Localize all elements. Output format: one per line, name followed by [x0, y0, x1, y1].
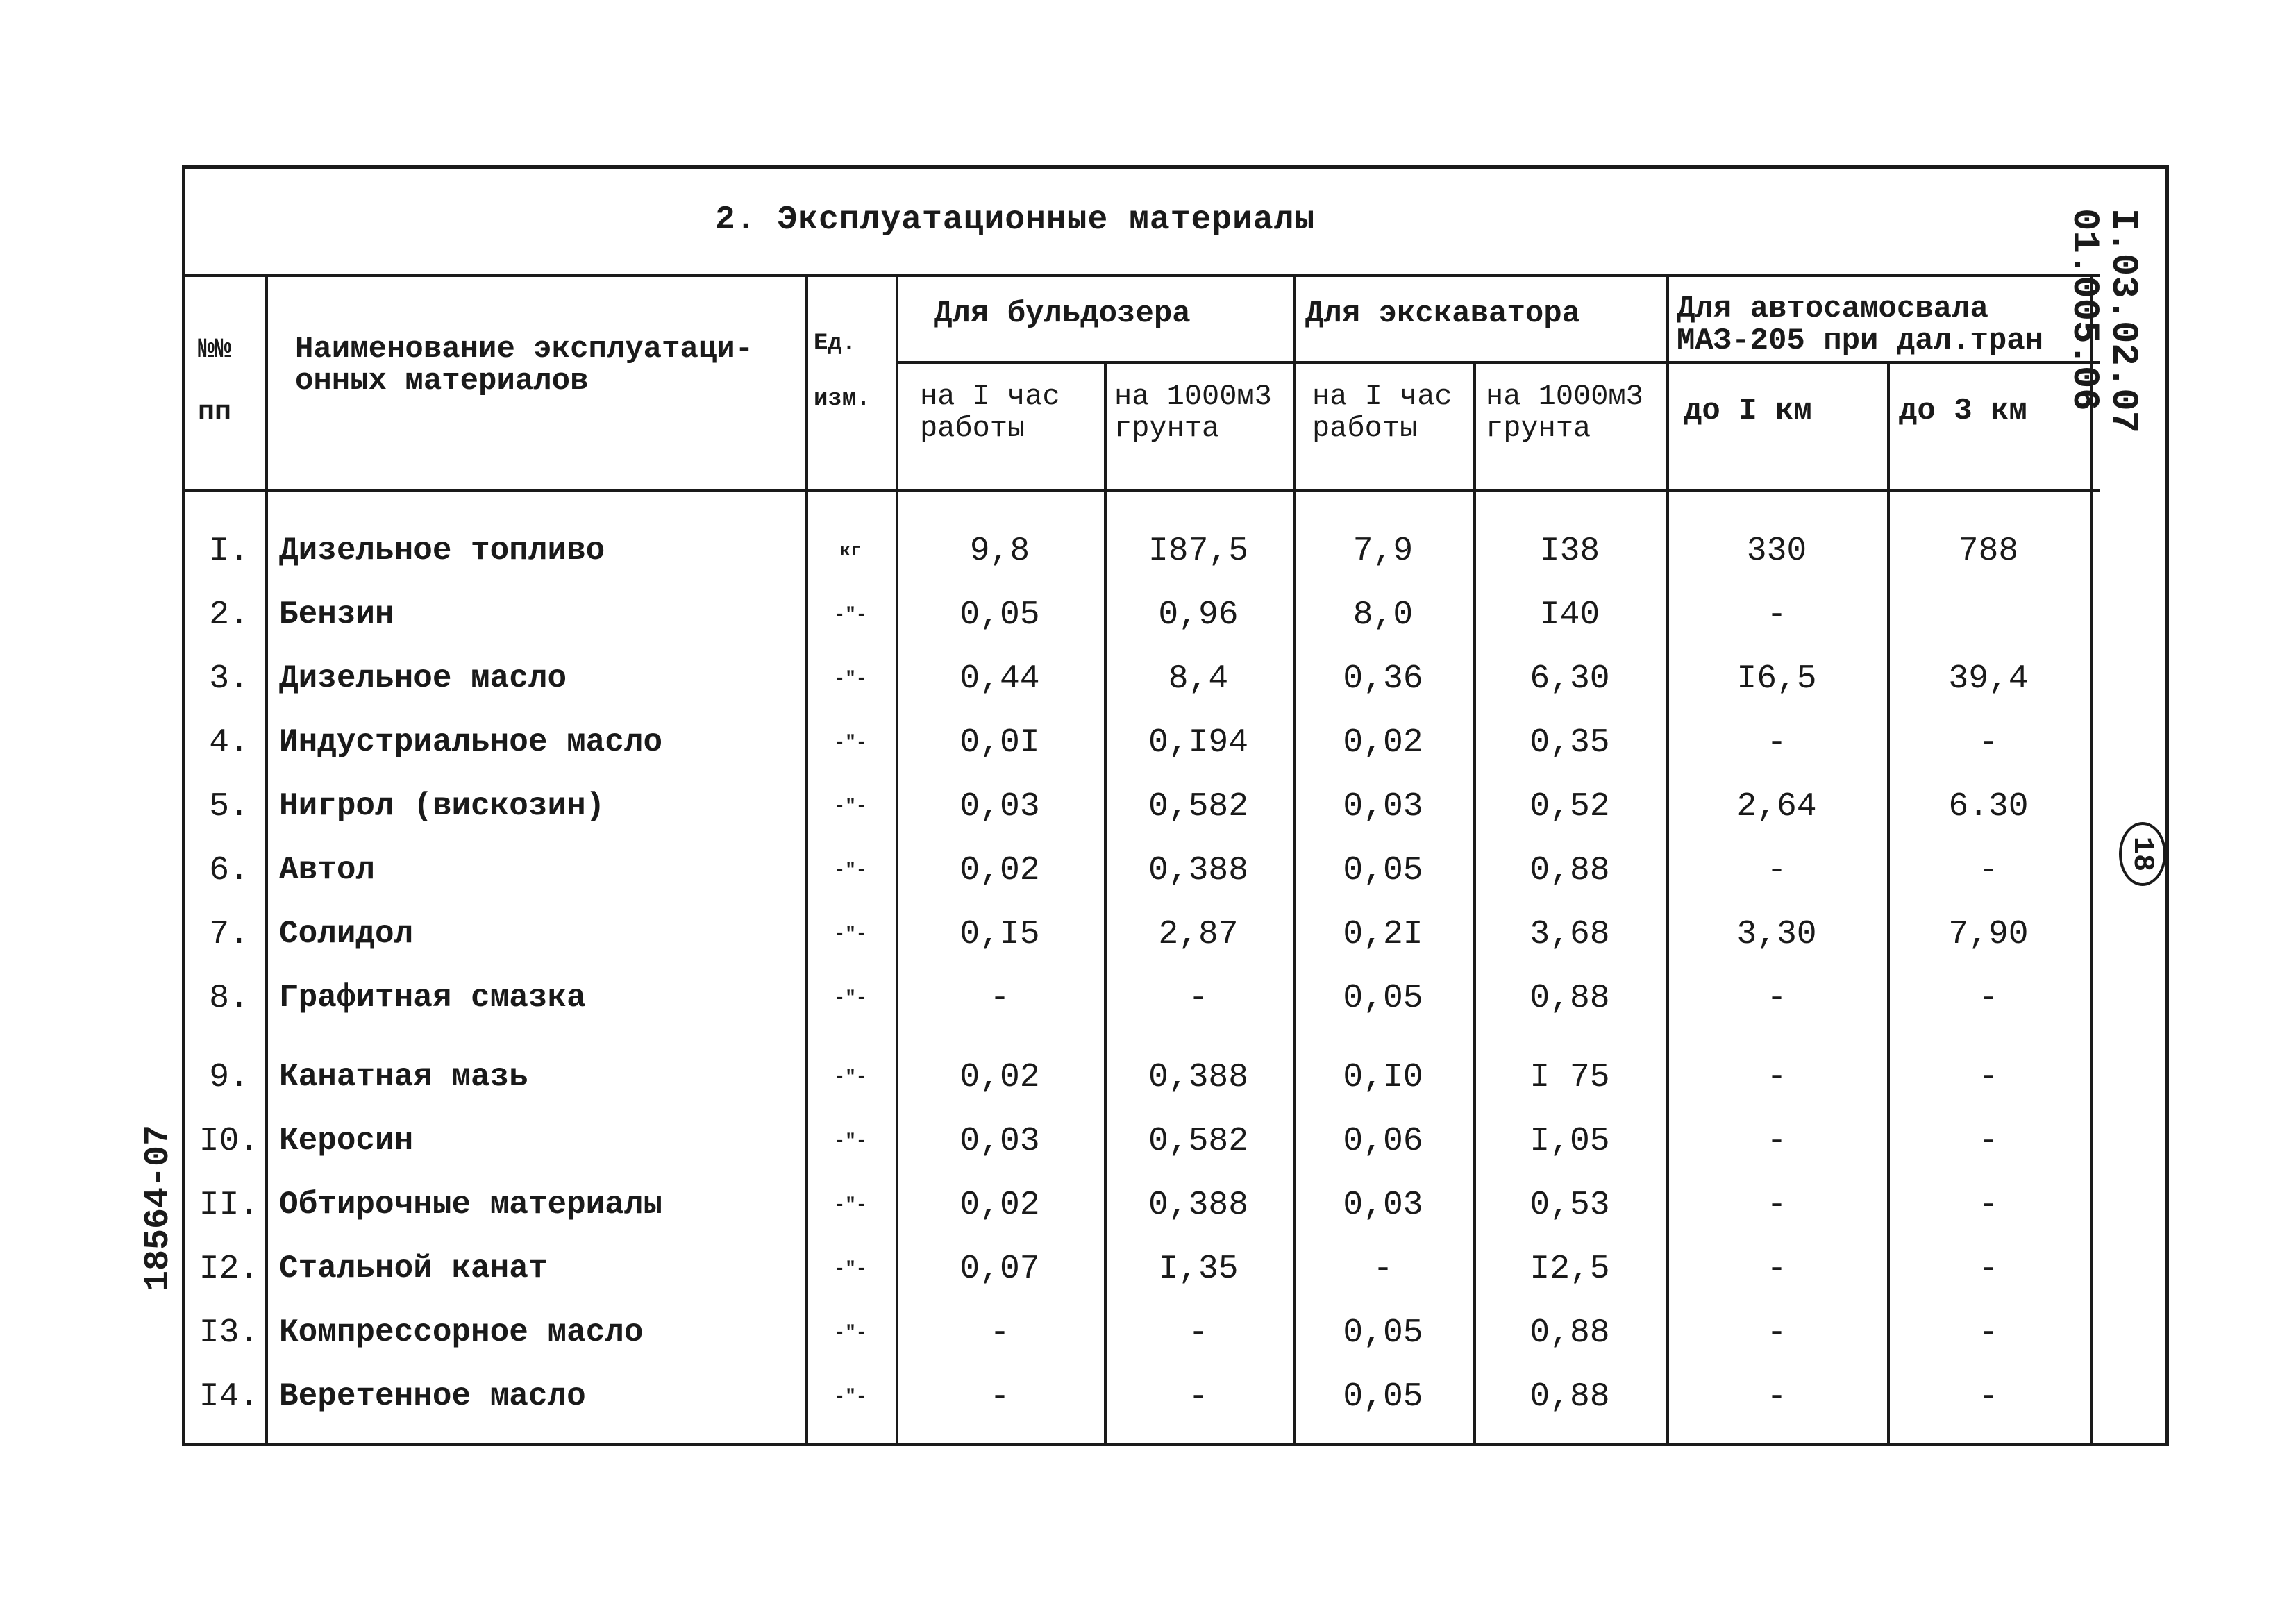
row-unit: -"-	[834, 604, 867, 625]
row-excavator-per-hour: 0,03	[1343, 1187, 1423, 1224]
row-truck-3km: 7,90	[1948, 916, 2029, 953]
row-unit: -"-	[834, 796, 867, 817]
row-truck-1km: -	[1766, 1187, 1787, 1224]
row-unit: -"-	[834, 1130, 867, 1151]
row-excavator-per-hour: 0,05	[1343, 1314, 1423, 1352]
row-excavator-per-1000: I40	[1539, 596, 1600, 634]
row-truck-1km: -	[1766, 724, 1787, 762]
row-bulldozer-per-hour: 0,I5	[960, 916, 1040, 953]
row-truck-3km: -	[1978, 724, 1999, 762]
col-divider	[1473, 361, 1476, 1445]
col-divider	[2090, 274, 2093, 1445]
row-bulldozer-per-hour: 0,02	[960, 1187, 1040, 1224]
row-num: 5.	[209, 788, 249, 826]
row-excavator-per-1000: I 75	[1530, 1059, 1610, 1096]
row-truck-1km: -	[1766, 1123, 1787, 1160]
row-truck-1km: -	[1766, 596, 1787, 634]
row-truck-3km: -	[1978, 1314, 1999, 1352]
row-excavator-per-hour: 0,I0	[1343, 1059, 1423, 1096]
row-excavator-per-1000: 0,88	[1530, 852, 1610, 889]
row-num: 6.	[209, 852, 249, 889]
row-bulldozer-per-1000: I,35	[1158, 1250, 1239, 1288]
row-bulldozer-per-1000: -	[1188, 1378, 1209, 1416]
header-excavator: Для экскаватора	[1305, 296, 1581, 331]
row-truck-1km: -	[1766, 1378, 1787, 1416]
row-bulldozer-per-hour: 0,03	[960, 1123, 1040, 1160]
header-bottom-line	[183, 489, 2100, 492]
header-bulldozer-per-1000: на 1000м3 грунта	[1114, 380, 1272, 445]
row-material: Нигрол (вискозин)	[279, 788, 605, 824]
row-bulldozer-per-1000: 2,87	[1158, 916, 1239, 953]
row-bulldozer-per-hour: 0,05	[960, 596, 1040, 634]
row-truck-1km: -	[1766, 1314, 1787, 1352]
row-excavator-per-1000: 6,30	[1530, 660, 1610, 698]
row-bulldozer-per-hour: 9,8	[969, 533, 1030, 570]
row-num: 7.	[209, 916, 249, 953]
row-material: Канатная мазь	[279, 1059, 528, 1095]
row-bulldozer-per-hour: 0,02	[960, 852, 1040, 889]
row-excavator-per-hour: 0,05	[1343, 1378, 1423, 1416]
col-divider	[1666, 274, 1669, 1445]
row-excavator-per-1000: 3,68	[1530, 916, 1610, 953]
row-bulldozer-per-1000: 0,388	[1148, 1187, 1249, 1224]
row-bulldozer-per-hour: 0,44	[960, 660, 1040, 698]
row-excavator-per-hour: 0,2I	[1343, 916, 1423, 953]
row-excavator-per-hour: 0,36	[1343, 660, 1423, 698]
row-truck-1km: -	[1766, 852, 1787, 889]
header-num: №№ пп	[198, 335, 232, 428]
row-material: Индустриальное масло	[279, 724, 663, 760]
header-excavator-per-1000: на 1000м3 грунта	[1486, 380, 1643, 445]
row-unit: -"-	[834, 987, 867, 1008]
row-num: II.	[199, 1187, 260, 1224]
row-material: Бензин	[279, 596, 394, 633]
row-material: Дизельное масло	[279, 660, 567, 696]
row-unit: -"-	[834, 1066, 867, 1087]
row-bulldozer-per-1000: -	[1188, 980, 1209, 1017]
row-truck-3km: 39,4	[1948, 660, 2029, 698]
row-excavator-per-hour: 0,05	[1343, 852, 1423, 889]
row-unit: -"-	[834, 732, 867, 753]
row-excavator-per-hour: 0,06	[1343, 1123, 1423, 1160]
row-excavator-per-1000: 0,88	[1530, 1378, 1610, 1416]
row-truck-3km: -	[1978, 980, 1999, 1017]
side-stamp: 18564-07	[139, 1124, 178, 1291]
row-bulldozer-per-1000: I87,5	[1148, 533, 1249, 570]
row-truck-1km: 330	[1746, 533, 1807, 570]
row-truck-3km: -	[1978, 1250, 1999, 1288]
row-bulldozer-per-1000: -	[1188, 1314, 1209, 1352]
row-truck-1km: I6,5	[1736, 660, 1817, 698]
row-material: Стальной канат	[279, 1250, 548, 1287]
row-material: Обтирочные материалы	[279, 1187, 663, 1223]
row-unit: -"-	[834, 1194, 867, 1215]
row-num: 2.	[209, 596, 249, 634]
row-bulldozer-per-hour: 0,03	[960, 788, 1040, 826]
row-truck-3km: -	[1978, 1378, 1999, 1416]
row-truck-1km: 3,30	[1736, 916, 1817, 953]
col-divider	[1104, 361, 1107, 1445]
header-truck: Для автосамосвала МАЗ-205 при дал.тран	[1677, 292, 2044, 358]
table-title: 2. Эксплуатационные материалы	[715, 201, 1316, 239]
row-bulldozer-per-1000: 0,I94	[1148, 724, 1249, 762]
row-material: Веретенное масло	[279, 1378, 586, 1414]
page-number-circle	[2119, 822, 2166, 886]
page-number-text: 18	[2125, 836, 2159, 872]
header-bulldozer-per-hour: на I час работы	[920, 380, 1060, 445]
row-truck-3km: -	[1978, 1059, 1999, 1096]
row-bulldozer-per-hour: -	[989, 1314, 1010, 1352]
row-bulldozer-per-1000: 0,582	[1148, 1123, 1249, 1160]
header-bulldozer: Для бульдозера	[934, 296, 1191, 331]
header-unit: Ед. изм.	[814, 330, 871, 412]
col-divider	[265, 274, 268, 1445]
row-num: 9.	[209, 1059, 249, 1096]
row-num: I4.	[199, 1378, 260, 1416]
row-truck-1km: -	[1766, 1250, 1787, 1288]
row-unit: -"-	[834, 923, 867, 944]
row-num: 4.	[209, 724, 249, 762]
row-unit: -"-	[834, 668, 867, 689]
header-top-line	[183, 274, 2100, 277]
row-bulldozer-per-hour: 0,0I	[960, 724, 1040, 762]
row-unit: -"-	[834, 1386, 867, 1407]
row-excavator-per-1000: 0,52	[1530, 788, 1610, 826]
row-excavator-per-hour: 8,0	[1352, 596, 1414, 634]
row-unit: -"-	[834, 860, 867, 880]
row-excavator-per-1000: I38	[1539, 533, 1600, 570]
row-excavator-per-hour: 7,9	[1352, 533, 1414, 570]
row-truck-3km: 788	[1958, 533, 2019, 570]
row-truck-3km: -	[1978, 1187, 1999, 1224]
row-excavator-per-1000: I,05	[1530, 1123, 1610, 1160]
row-num: I3.	[199, 1314, 260, 1352]
row-bulldozer-per-hour: -	[989, 980, 1010, 1017]
row-material: Солидол	[279, 916, 414, 952]
page-number	[2115, 823, 2170, 885]
header-name: Наименование эксплуатаци- онных материалов	[295, 332, 754, 399]
header-truck-3km: до 3 км	[1899, 394, 2027, 428]
row-bulldozer-per-1000: 0,582	[1148, 788, 1249, 826]
subheader-line	[896, 361, 2100, 364]
row-unit: -"-	[834, 1322, 867, 1343]
row-excavator-per-hour: 0,05	[1343, 980, 1423, 1017]
row-bulldozer-per-hour: -	[989, 1378, 1010, 1416]
row-bulldozer-per-hour: 0,02	[960, 1059, 1040, 1096]
row-excavator-per-1000: 0,53	[1530, 1187, 1610, 1224]
document-code: I.03.02.07 01.005.06	[2063, 208, 2144, 434]
col-divider	[1887, 361, 1890, 1445]
col-divider	[1293, 274, 1296, 1445]
row-truck-1km: -	[1766, 980, 1787, 1017]
row-truck-3km: 6.30	[1948, 788, 2029, 826]
row-num: 8.	[209, 980, 249, 1017]
row-excavator-per-1000: I2,5	[1530, 1250, 1610, 1288]
row-material: Керосин	[279, 1123, 414, 1159]
row-bulldozer-per-1000: 0,96	[1158, 596, 1239, 634]
row-excavator-per-hour: 0,03	[1343, 788, 1423, 826]
row-excavator-per-1000: 0,88	[1530, 1314, 1610, 1352]
row-excavator-per-hour: -	[1373, 1250, 1393, 1288]
row-truck-1km: -	[1766, 1059, 1787, 1096]
row-truck-3km: -	[1978, 1123, 1999, 1160]
header-truck-1km: до I км	[1684, 394, 1812, 428]
row-excavator-per-1000: 0,88	[1530, 980, 1610, 1017]
row-bulldozer-per-1000: 0,388	[1148, 852, 1249, 889]
row-num: 3.	[209, 660, 249, 698]
row-material: Графитная смазка	[279, 980, 586, 1016]
row-bulldozer-per-1000: 0,388	[1148, 1059, 1249, 1096]
row-truck-1km: 2,64	[1736, 788, 1817, 826]
row-excavator-per-1000: 0,35	[1530, 724, 1610, 762]
row-bulldozer-per-1000: 8,4	[1168, 660, 1229, 698]
row-num: I2.	[199, 1250, 260, 1288]
row-material: Дизельное топливо	[279, 533, 605, 569]
row-material: Компрессорное масло	[279, 1314, 644, 1350]
row-unit: кг	[839, 540, 862, 561]
col-divider	[896, 274, 898, 1445]
row-num: I.	[209, 533, 249, 570]
col-divider	[805, 274, 808, 1445]
header-excavator-per-hour: на I час работы	[1312, 380, 1452, 445]
row-material: Автол	[279, 852, 376, 888]
row-excavator-per-hour: 0,02	[1343, 724, 1423, 762]
row-unit: -"-	[834, 1258, 867, 1279]
row-bulldozer-per-hour: 0,07	[960, 1250, 1040, 1288]
row-num: I0.	[199, 1123, 260, 1160]
row-truck-3km: -	[1978, 852, 1999, 889]
